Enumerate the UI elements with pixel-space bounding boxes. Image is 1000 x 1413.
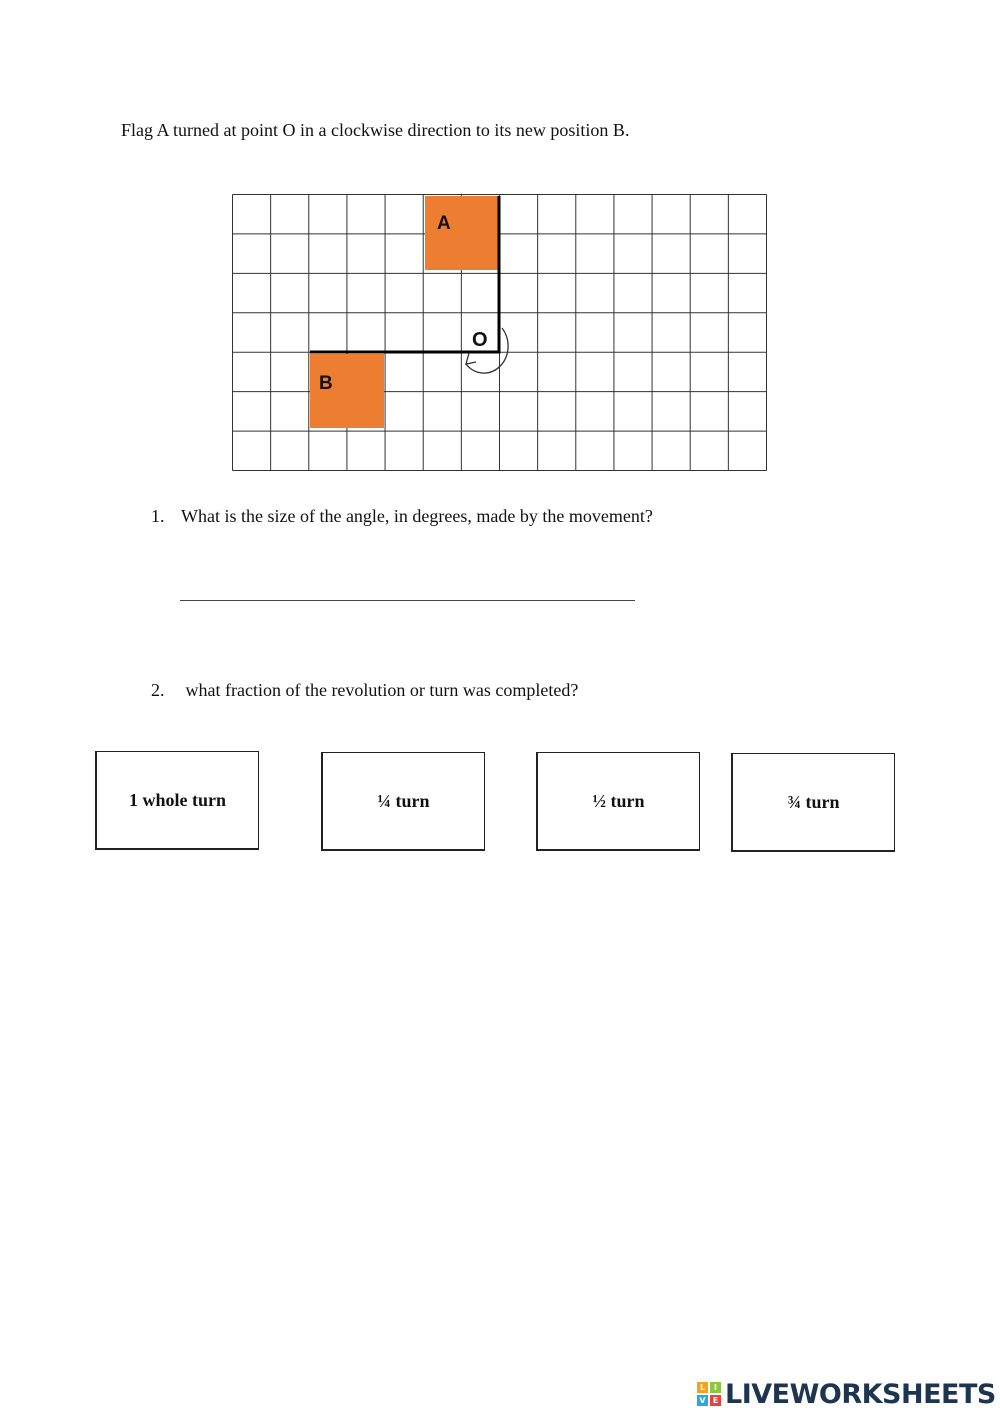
choice-half-turn[interactable]: ½ turn	[536, 752, 700, 851]
logo-letter-e: E	[710, 1395, 721, 1406]
question-1-number: 1.	[151, 506, 165, 526]
grid-svg	[232, 194, 767, 471]
question-2	[151, 680, 578, 701]
label-a: A	[437, 213, 451, 234]
rotation-diagram	[232, 194, 767, 471]
brand-text: LIVEWORKSHEETS	[725, 1378, 996, 1410]
choice-quarter-turn[interactable]: ¼ turn	[321, 752, 485, 851]
label-b: B	[319, 373, 333, 394]
logo-letter-v: V	[697, 1395, 708, 1406]
logo-letter-i: I	[710, 1382, 721, 1393]
logo-letter-l: L	[697, 1382, 708, 1393]
label-o: O	[472, 329, 488, 351]
question-2-text: what fraction of the revolution or turn was completed?	[181, 680, 579, 700]
intro-text: Flag A turned at point O in a clockwise direction to its new position B.	[121, 120, 630, 140]
choice-three-quarter-turn[interactable]: ¾ turn	[731, 753, 895, 852]
answer-line[interactable]	[180, 600, 635, 601]
liveworksheets-brand	[697, 1378, 996, 1410]
liveworksheets-logo-icon	[697, 1382, 721, 1406]
question-1-text: What is the size of the angle, in degrees, made by the movement?	[181, 506, 653, 526]
choice-whole-turn[interactable]: 1 whole turn	[95, 751, 259, 850]
clockwise-arrow-head	[466, 353, 476, 364]
question-1	[151, 506, 653, 527]
question-2-number: 2.	[151, 680, 165, 700]
